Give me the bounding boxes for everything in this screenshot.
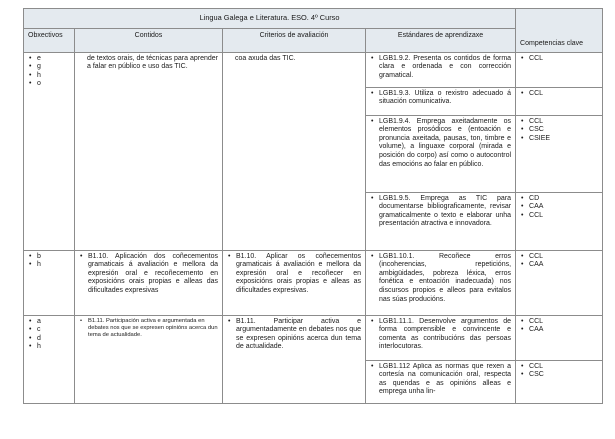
competencia-item: • CSC: [520, 126, 598, 135]
criterio-text: • B1.10. Aplicar os coñecementos gramaticais á avaliación e mellora da expresión oral e recoñecer en exposicións orais propias e alleas as dificultades expresivas.: [227, 253, 361, 296]
competencias-cell: [516, 360, 603, 403]
table-row: [24, 52, 603, 87]
header-estandares: Estándares de aprendizaxe: [366, 28, 516, 52]
standard-text: • LGB1.11.1. Desenvolve argumentos de forma comprensible e convincente e comenta as contribucións das persoas interlocutoras.: [370, 318, 511, 352]
header-criterios: Criterios de avaliación: [223, 28, 366, 52]
header-competencias: Competencias clave: [516, 9, 603, 53]
competencias-cell: [516, 250, 603, 315]
competencia-item: • CAA: [520, 203, 598, 212]
header-contidos: Contidos: [75, 28, 223, 52]
obxectivo-item: • o: [28, 80, 70, 89]
curriculum-document: [23, 8, 602, 404]
standard-text: • LGB1.9.5. Emprega as TIC para documentarse bibliograficamente, revisar gramaticalmente o texto e elaborar unha presentación atractiva e innovadora.: [370, 195, 511, 229]
contido-cell: [75, 250, 223, 315]
obxectivo-item: • d: [28, 335, 70, 344]
competencia-item: • CAA: [520, 326, 598, 335]
competencia-item: • CCL: [520, 118, 598, 127]
competencia-item: • CCL: [520, 55, 598, 64]
competencia-item: • CCL: [520, 212, 598, 221]
standard-cell: [366, 192, 516, 250]
obxectivos-cell: [24, 315, 75, 403]
obxectivo-item: • h: [28, 72, 70, 81]
competencia-item: • CCL: [520, 318, 598, 327]
obxectivos-cell: [24, 250, 75, 315]
competencia-item: • CAA: [520, 261, 598, 270]
standard-cell: [366, 360, 516, 403]
criterio-text: • B1.11. Participar activa e argumentadamente en debates nos que se expresen opinións acerca dun tema de actualidade.: [227, 318, 361, 352]
obxectivos-cell: [24, 52, 75, 250]
standard-text: • LGB1.10.1. Recoñece erros (incoherencias, repeticións, ambigüidades, pobreza léxica, erros fonética e entoación inadecuada) nos discursos propios e alleos para evitalos nas súas producións.: [370, 253, 511, 305]
obxectivo-item: • h: [28, 343, 70, 352]
competencias-cell: [516, 52, 603, 87]
standard-text: • LGB1.112 Aplica as normas que rexen a cortesía na comunicación oral, respecta as quendas e as opinións alleas e emprega unha lin-: [370, 363, 511, 397]
standard-cell: [366, 315, 516, 360]
standard-cell: [366, 52, 516, 87]
criterio-cell: [223, 250, 366, 315]
standard-text: • LGB1.9.4. Emprega axeitadamente os elementos prosódicos e (entoación e pronuncia axeitada, pausas, ton, timbre e volume), a linguaxe corporal (mirada e posición do corpo) así como o autocontrol das emocións ao falar en público.: [370, 118, 511, 170]
competencias-cell: [516, 87, 603, 115]
obxectivo-item: • c: [28, 326, 70, 335]
competencia-item: • CSIEE: [520, 135, 598, 144]
header-obxectivos: Obxectivos: [24, 28, 75, 52]
competencia-item: • CCL: [520, 253, 598, 262]
obxectivo-item: • g: [28, 63, 70, 72]
standard-text: • LGB1.9.2. Presenta os contidos de forma clara e ordenada e con corrección gramatical.: [370, 55, 511, 81]
table-row: [24, 315, 603, 360]
table-title: Lingua Galega e Literatura. ESO. 4º Curso: [24, 9, 516, 29]
standard-cell: [366, 250, 516, 315]
contido-cell: de textos orais, de técnicas para aprender a falar en público e uso das TIC.: [75, 52, 223, 250]
contido-text: • B1.10. Aplicación dos coñecementos gramaticais á avaliación e mellora da expresión oral e recoñecemento en exposicións orais propias e alleas das dificultades expresivas: [79, 253, 218, 296]
competencias-cell: [516, 315, 603, 360]
standard-cell: [366, 87, 516, 115]
contido-cell: [75, 315, 223, 403]
standard-text: • LGB1.9.3. Utiliza o rexistro adecuado á situación comunicativa.: [370, 90, 511, 107]
criterio-cell: [223, 315, 366, 403]
competencia-item: • CCL: [520, 363, 598, 372]
curriculum-table: [23, 8, 603, 404]
obxectivo-item: • e: [28, 55, 70, 64]
competencias-cell: [516, 115, 603, 192]
competencias-cell: [516, 192, 603, 250]
standard-cell: [366, 115, 516, 192]
competencia-item: • CSC: [520, 371, 598, 380]
table-row: [24, 250, 603, 315]
competencia-item: • CCL: [520, 90, 598, 99]
obxectivo-item: • a: [28, 318, 70, 327]
obxectivo-item: • b: [28, 253, 70, 262]
competencia-item: • CD: [520, 195, 598, 204]
obxectivo-item: • h: [28, 261, 70, 270]
criterio-cell: coa axuda das TIC.: [223, 52, 366, 250]
contido-text: • B1.11. Participación activa e argumentada en debates nos que se expresen opinións acerca dun tema de actualidade.: [79, 318, 218, 340]
